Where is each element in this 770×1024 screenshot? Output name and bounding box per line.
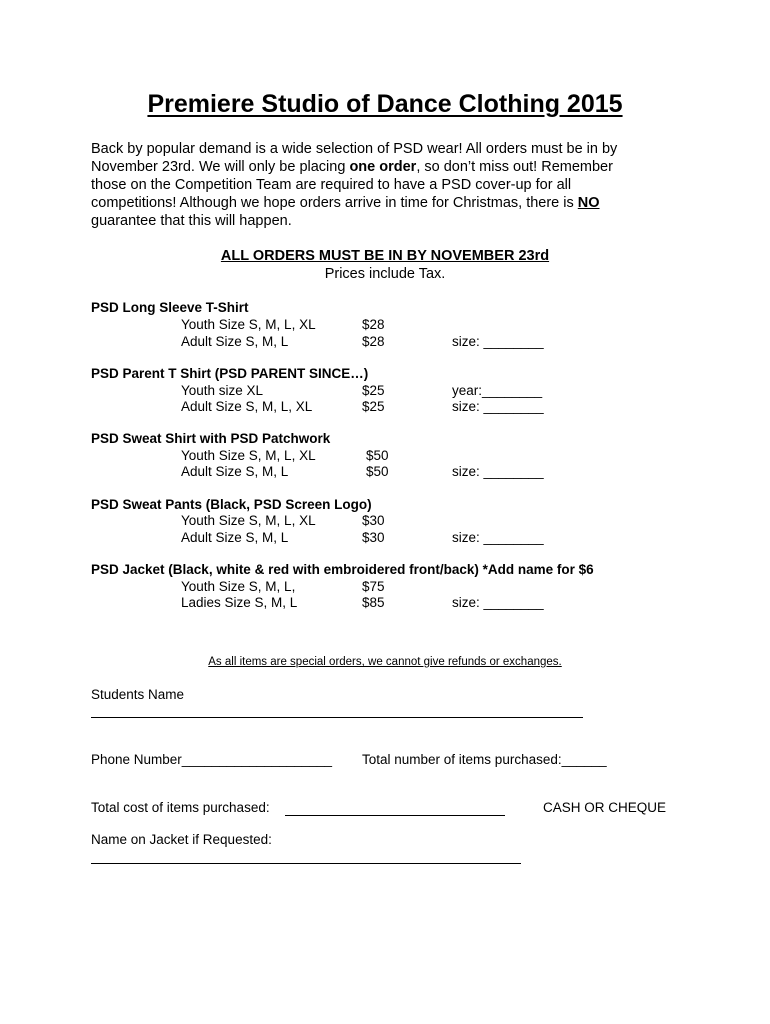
item-price: $50 — [366, 464, 389, 479]
item-price: $28 — [362, 334, 385, 349]
item-price: $50 — [366, 448, 389, 463]
item-title: PSD Sweat Pants (Black, PSD Screen Logo) — [91, 497, 372, 512]
tax-note: Prices include Tax. — [324, 266, 446, 282]
item-price: $85 — [362, 595, 385, 610]
size-field[interactable]: size: ________ — [452, 595, 544, 610]
student-name-label: Students Name — [91, 687, 185, 702]
size-field[interactable]: size: ________ — [452, 399, 544, 414]
item-sizes: Ladies Size S, M, L — [181, 595, 298, 610]
jacket-name-label: Name on Jacket if Requested: — [91, 832, 272, 847]
jacket-name-field[interactable] — [91, 863, 521, 864]
year-field[interactable]: year:________ — [452, 383, 543, 398]
total-items-field[interactable]: Total number of items purchased:______ — [362, 752, 607, 767]
item-price: $30 — [362, 513, 385, 528]
deadline-heading: ALL ORDERS MUST BE IN BY NOVEMBER 23rd — [220, 248, 550, 264]
item-sizes: Youth Size S, M, L, XL — [181, 513, 316, 528]
phone-field[interactable]: Phone Number____________________ — [91, 752, 332, 767]
item-title: PSD Parent T Shirt (PSD PARENT SINCE…) — [91, 366, 369, 381]
size-field[interactable]: size: ________ — [452, 334, 544, 349]
size-field[interactable]: size: ________ — [452, 464, 544, 479]
intro-paragraph — [91, 140, 651, 230]
student-name-field[interactable] — [91, 717, 583, 718]
item-sizes: Youth Size S, M, L, XL — [181, 448, 316, 463]
item-sizes: Youth Size S, M, L, — [181, 579, 296, 594]
item-sizes: Youth size XL — [181, 383, 264, 398]
total-cost-label: Total cost of items purchased: — [91, 800, 270, 815]
item-price: $25 — [362, 399, 385, 414]
intro-bold: one order — [349, 159, 417, 175]
item-price: $75 — [362, 579, 385, 594]
item-sizes: Adult Size S, M, L — [181, 334, 289, 349]
total-cost-field[interactable] — [285, 815, 505, 816]
item-price: $28 — [362, 317, 385, 332]
item-price: $30 — [362, 530, 385, 545]
item-title: PSD Sweat Shirt with PSD Patchwork — [91, 431, 331, 446]
item-sizes: Youth Size S, M, L, XL — [181, 317, 316, 332]
item-sizes: Adult Size S, M, L — [181, 530, 289, 545]
item-title: PSD Jacket (Black, white & red with embroidered front/back) *Add name for $6 — [91, 562, 594, 577]
intro-text-1: Back by popular demand is a wide selection of PSD wear! All orders must be in by November 23rd. We will only be placing — [91, 141, 618, 175]
intro-text-2: , so don’t miss out! Remember those on the Competition Team are required to have a PSD cover-up for all competitions! Although we hope orders arrive in time for Christmas, there is — [91, 159, 613, 211]
item-price: $25 — [362, 383, 385, 398]
refund-note: As all items are special orders, we cannot give refunds or exchanges. — [208, 656, 562, 668]
item-sizes: Adult Size S, M, L, XL — [181, 399, 313, 414]
item-sizes: Adult Size S, M, L — [181, 464, 289, 479]
intro-text-3: guarantee that this will happen. — [91, 213, 292, 229]
page-title: Premiere Studio of Dance Clothing 2015 — [147, 90, 623, 118]
item-title: PSD Long Sleeve T-Shirt — [91, 300, 249, 315]
intro-emphasis: NO — [577, 195, 600, 211]
payment-method-label: CASH OR CHEQUE — [543, 800, 667, 815]
size-field[interactable]: size: ________ — [452, 530, 544, 545]
